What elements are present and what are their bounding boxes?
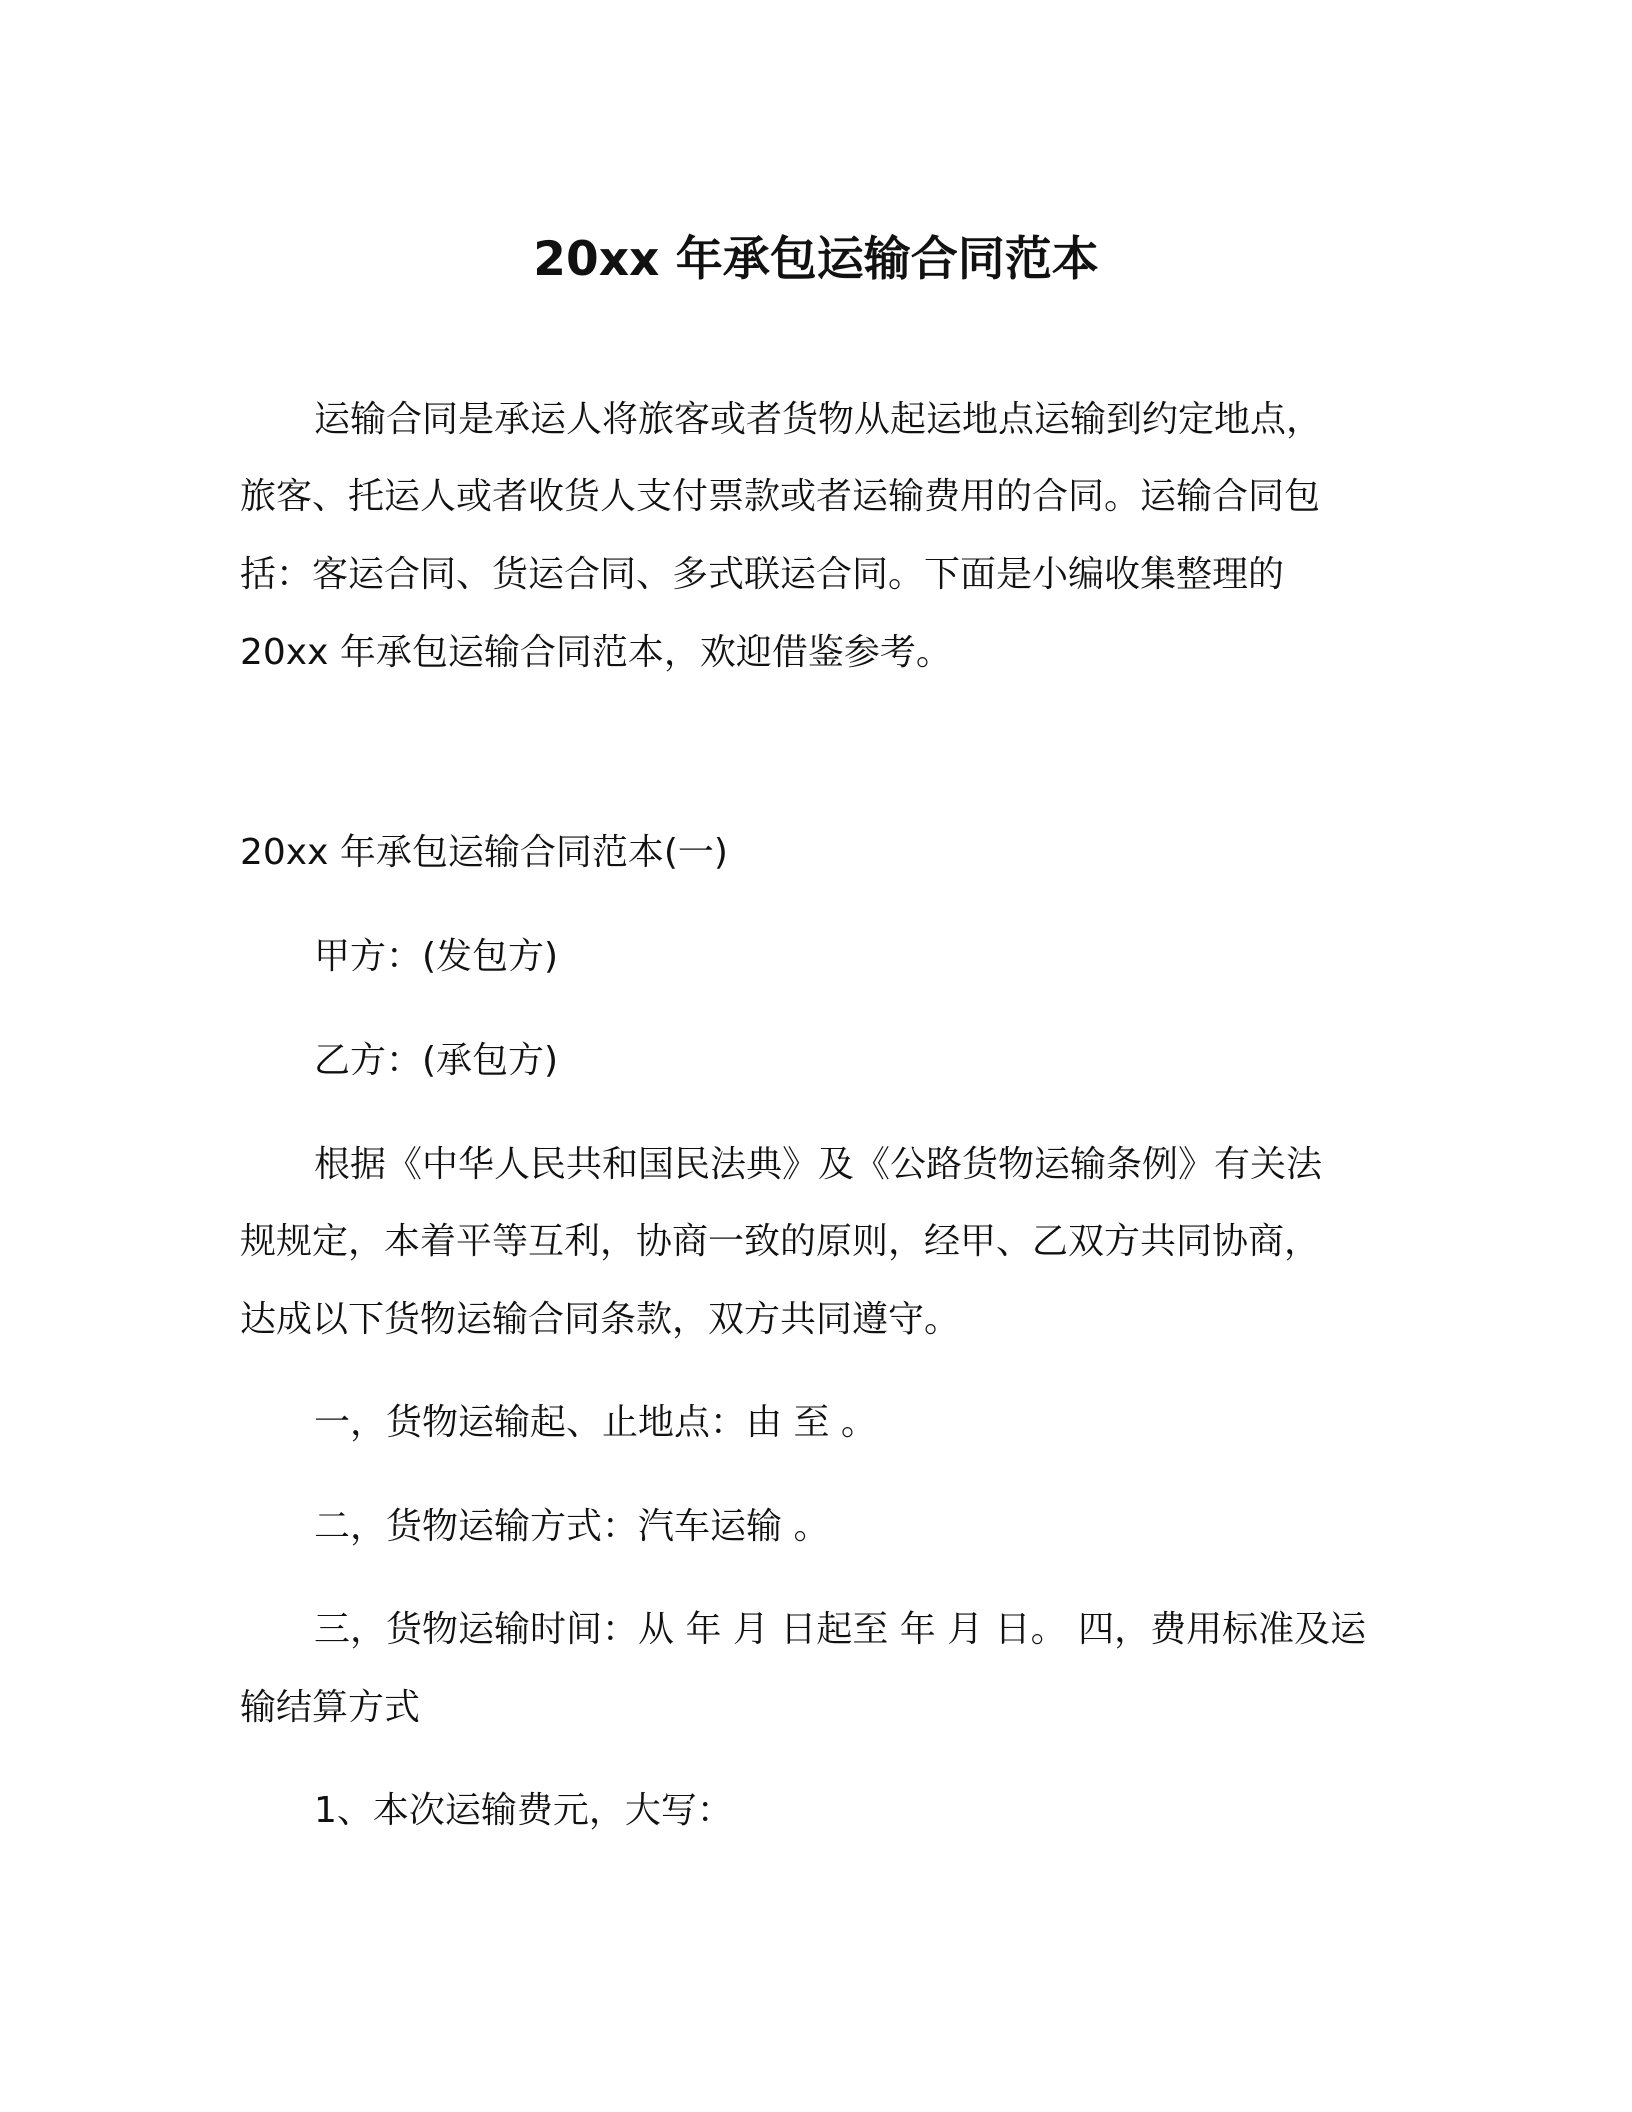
clause-3-line-1: 三，货物运输时间：从 年 月 日起至 年 月 日。 四，费用标准及运 — [314, 1609, 1367, 1650]
clause-2: 二，货物运输方式：汽车运输 。 — [314, 1506, 830, 1547]
basis-line-2: 规规定，本着平等互利，协商一致的原则，经甲、乙双方共同协商， — [240, 1221, 1321, 1262]
party-a: 甲方：(发包方) — [314, 936, 559, 977]
intro-line-2: 旅客、托运人或者收货人支付票款或者运输费用的合同。运输合同包 — [240, 476, 1321, 517]
item-1: 1、本次运输费元，大写： — [314, 1790, 733, 1831]
intro-line-3: 括：客运合同、货运合同、多式联运合同。下面是小编收集整理的 — [240, 554, 1285, 595]
intro-line-4: 20xx 年承包运输合同范本，欢迎借鉴参考。 — [240, 632, 952, 673]
basis-line-1: 根据《中华人民共和国民法典》及《公路货物运输条例》有关法 — [314, 1144, 1323, 1185]
document-title: 20xx 年承包运输合同范本 — [533, 232, 1099, 287]
clause-1: 一，货物运输起、止地点：由 至 。 — [314, 1402, 877, 1443]
basis-line-3: 达成以下货物运输合同条款，双方共同遵守。 — [240, 1299, 961, 1340]
clause-3-line-2: 输结算方式 — [240, 1687, 421, 1728]
intro-line-1: 运输合同是承运人将旅客或者货物从起运地点运输到约定地点， — [314, 399, 1323, 440]
party-b: 乙方：(承包方) — [314, 1040, 559, 1081]
section-heading: 20xx 年承包运输合同范本(一) — [240, 832, 728, 873]
